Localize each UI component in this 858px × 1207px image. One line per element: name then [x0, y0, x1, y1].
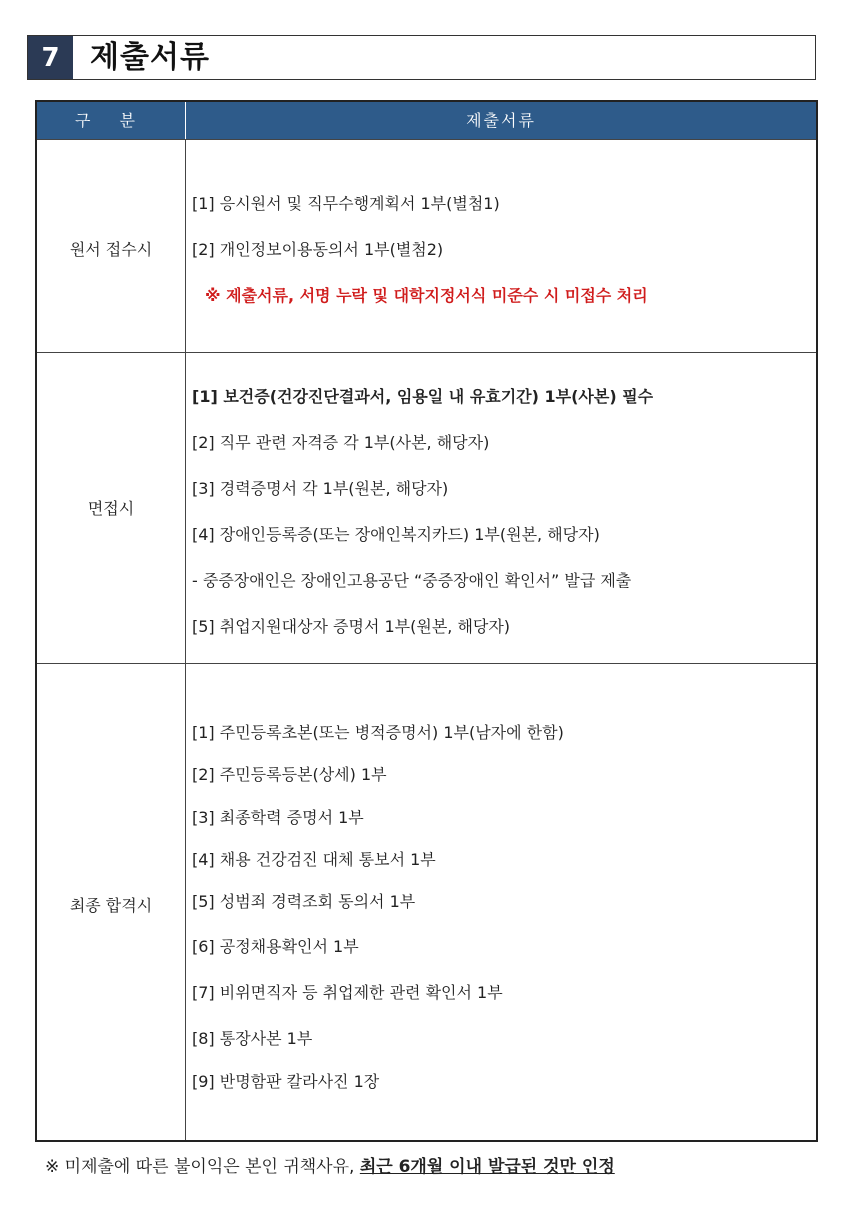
doc-item: [7] 비위면직자 등 취업제한 관련 확인서 1부 [192, 983, 503, 1002]
column-divider [185, 139, 186, 1140]
footer-note [45, 1152, 615, 1177]
header-category: 구 분 [75, 111, 147, 130]
table-row-interview [37, 352, 816, 663]
doc-item: [2] 직무 관련 자격증 각 1부(사본, 해당자) [192, 433, 490, 452]
section-number: 7 [28, 36, 73, 79]
doc-item: [5] 취업지원대상자 증명서 1부(원본, 해당자) [192, 617, 511, 636]
doc-item: [8] 통장사본 1부 [192, 1029, 313, 1048]
doc-item: [4] 채용 건강검진 대체 통보서 1부 [192, 850, 436, 869]
doc-item: [5] 성범죄 경력조회 동의서 1부 [192, 892, 416, 911]
doc-item: [4] 장애인등록증(또는 장애인복지카드) 1부(원본, 해당자) [192, 525, 600, 544]
doc-item: [1] 보건증(건강진단결과서, 임용일 내 유효기간) 1부(사본) 필수 [192, 387, 654, 406]
section-header [27, 35, 816, 80]
warning-note: ※ 제출서류, 서명 누락 및 대학지정서식 미준수 시 미접수 처리 [205, 286, 648, 305]
footer-note-emphasis: 최근 6개월 이내 발급된 것만 인정 [359, 1157, 615, 1177]
row-category: 최종 합격시 [69, 896, 153, 915]
doc-item: [1] 응시원서 및 직무수행계획서 1부(별첨1) [192, 194, 500, 213]
table-header [37, 102, 816, 139]
doc-item: [2] 개인정보이용동의서 1부(별첨2) [192, 240, 444, 259]
doc-item: [3] 최종학력 증명서 1부 [192, 808, 364, 827]
doc-sub-item: - 중증장애인은 장애인고용공단 “중증장애인 확인서” 발급 제출 [192, 571, 632, 590]
row-category: 면접시 [87, 499, 135, 518]
doc-item: [2] 주민등록등본(상세) 1부 [192, 765, 387, 784]
row-category: 원서 접수시 [69, 240, 153, 259]
documents-table [35, 100, 818, 1142]
section-title: 제출서류 [90, 40, 210, 75]
doc-item: [1] 주민등록초본(또는 병적증명서) 1부(남자에 한함) [192, 723, 564, 742]
doc-item: [3] 경력증명서 각 1부(원본, 해당자) [192, 479, 449, 498]
header-documents: 제출서류 [466, 111, 536, 130]
doc-item: [9] 반명함판 칼라사진 1장 [192, 1072, 380, 1091]
footer-note-text: ※ 미제출에 따른 불이익은 본인 귀책사유, [45, 1157, 360, 1177]
doc-item: [6] 공정채용확인서 1부 [192, 937, 359, 956]
table-row-application [37, 139, 816, 352]
table-row-final [37, 663, 816, 1140]
